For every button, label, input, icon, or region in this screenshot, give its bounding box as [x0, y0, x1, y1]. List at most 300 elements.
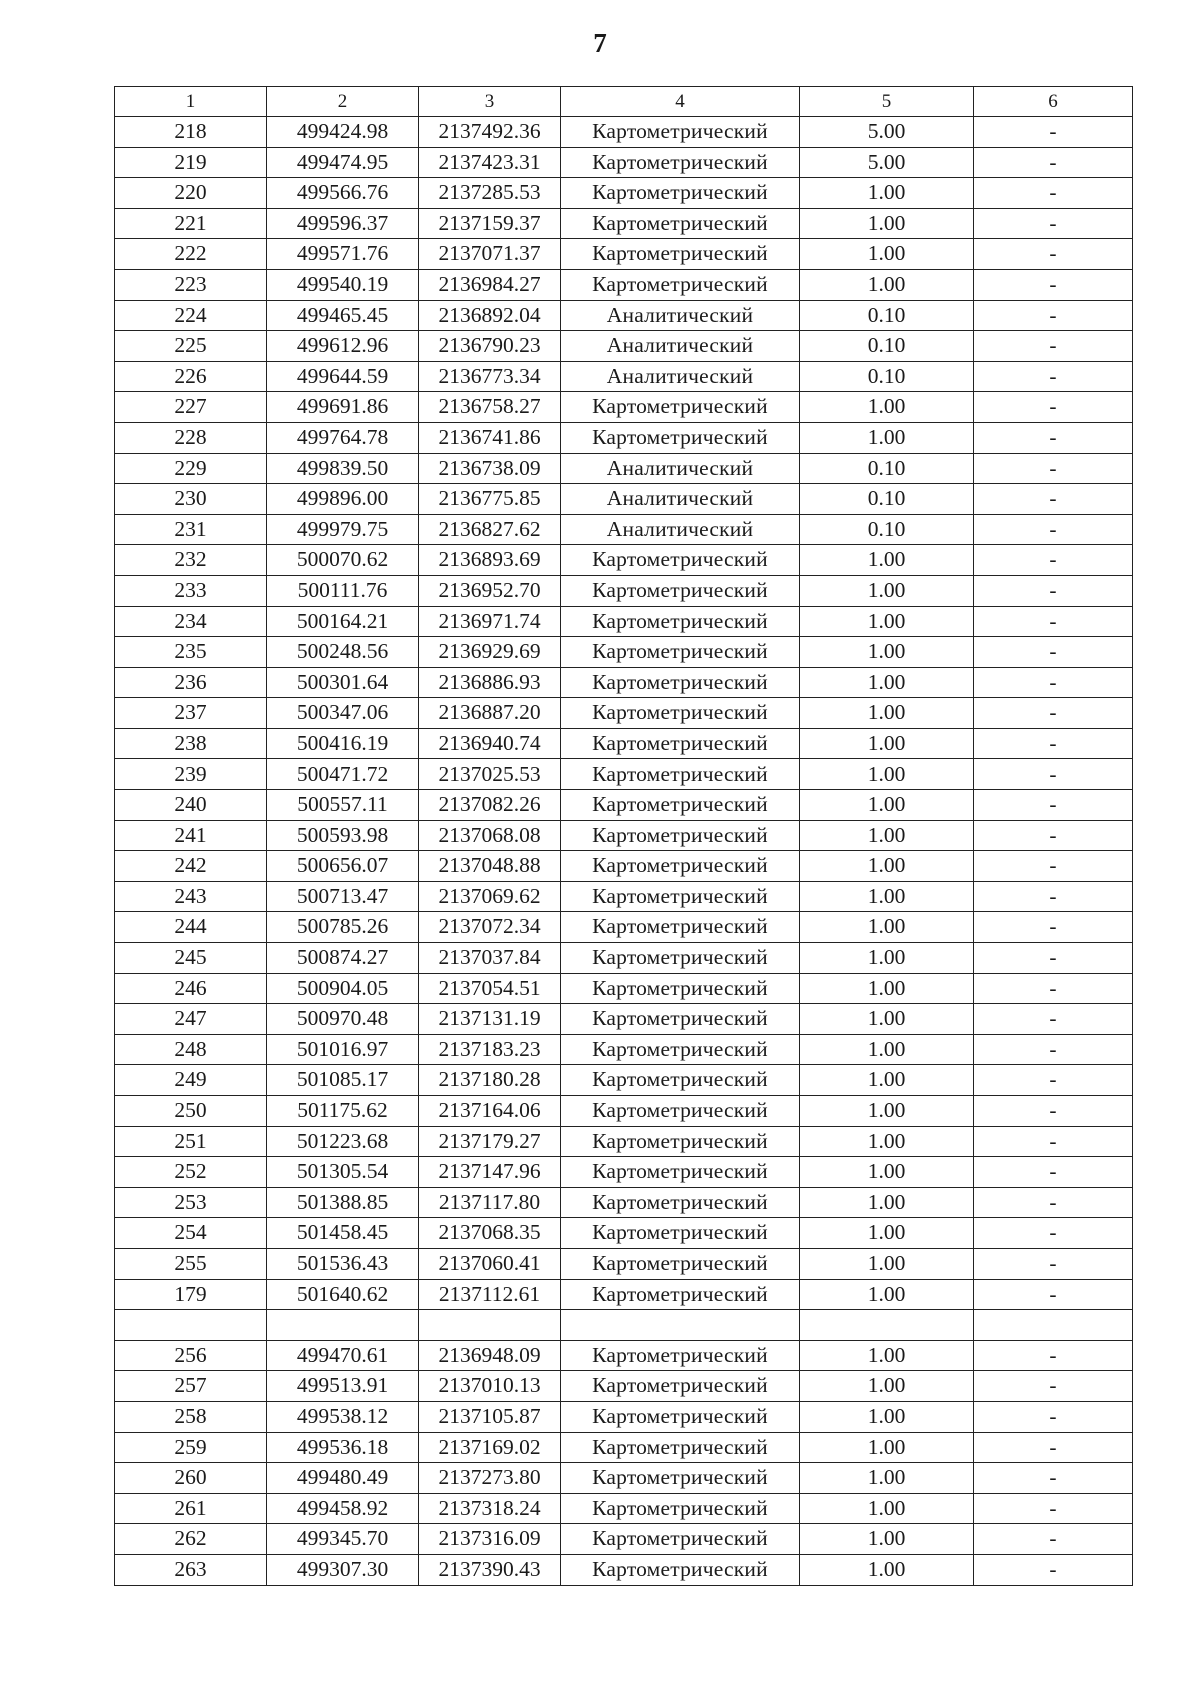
y-coordinate-cell: 2137117.80 [419, 1187, 561, 1218]
point-number-cell: 229 [115, 453, 267, 484]
point-number-cell: 262 [115, 1524, 267, 1555]
y-coordinate-cell: 2136887.20 [419, 698, 561, 729]
method-cell: Картометрический [561, 606, 800, 637]
note-cell: - [974, 484, 1133, 515]
method-cell: Картометрический [561, 422, 800, 453]
note-cell: - [974, 1218, 1133, 1249]
y-coordinate-cell: 2136773.34 [419, 361, 561, 392]
accuracy-cell: 0.10 [800, 484, 974, 515]
method-cell: Картометрический [561, 881, 800, 912]
x-coordinate-cell: 499538.12 [267, 1401, 419, 1432]
note-cell: - [974, 1065, 1133, 1096]
point-number-cell [115, 1310, 267, 1341]
table-row [115, 1493, 1133, 1524]
table-row [115, 514, 1133, 545]
accuracy-cell: 1.00 [800, 1034, 974, 1065]
x-coordinate-cell: 501305.54 [267, 1157, 419, 1188]
method-cell: Картометрический [561, 698, 800, 729]
x-coordinate-cell: 499474.95 [267, 147, 419, 178]
column-header: 3 [419, 87, 561, 117]
table-row [115, 912, 1133, 943]
method-cell: Картометрический [561, 1432, 800, 1463]
table-row [115, 1248, 1133, 1279]
y-coordinate-cell: 2137068.08 [419, 820, 561, 851]
table-row [115, 1157, 1133, 1188]
x-coordinate-cell: 501016.97 [267, 1034, 419, 1065]
method-cell: Картометрический [561, 1401, 800, 1432]
y-coordinate-cell: 2137164.06 [419, 1096, 561, 1127]
table-row [115, 820, 1133, 851]
point-number-cell: 249 [115, 1065, 267, 1096]
x-coordinate-cell: 499536.18 [267, 1432, 419, 1463]
x-coordinate-cell: 500874.27 [267, 943, 419, 974]
x-coordinate-cell [267, 1310, 419, 1341]
method-cell: Картометрический [561, 1004, 800, 1035]
accuracy-cell: 1.00 [800, 1340, 974, 1371]
accuracy-cell: 1.00 [800, 728, 974, 759]
method-cell: Картометрический [561, 759, 800, 790]
note-cell: - [974, 1401, 1133, 1432]
accuracy-cell: 0.10 [800, 361, 974, 392]
note-cell: - [974, 820, 1133, 851]
y-coordinate-cell: 2137069.62 [419, 881, 561, 912]
point-number-cell: 259 [115, 1432, 267, 1463]
note-cell: - [974, 1371, 1133, 1402]
table-row [115, 1279, 1133, 1310]
y-coordinate-cell: 2137025.53 [419, 759, 561, 790]
method-cell: Картометрический [561, 239, 800, 270]
accuracy-cell: 1.00 [800, 943, 974, 974]
point-number-cell: 218 [115, 117, 267, 148]
accuracy-cell: 1.00 [800, 1524, 974, 1555]
note-cell: - [974, 1524, 1133, 1555]
x-coordinate-cell: 500656.07 [267, 851, 419, 882]
y-coordinate-cell: 2136952.70 [419, 575, 561, 606]
table-row [115, 698, 1133, 729]
accuracy-cell: 1.00 [800, 1279, 974, 1310]
y-coordinate-cell: 2137318.24 [419, 1493, 561, 1524]
x-coordinate-cell: 499596.37 [267, 208, 419, 239]
note-cell: - [974, 667, 1133, 698]
x-coordinate-cell: 499480.49 [267, 1463, 419, 1494]
table-body [115, 117, 1133, 1586]
accuracy-cell: 1.00 [800, 973, 974, 1004]
note-cell: - [974, 1126, 1133, 1157]
x-coordinate-cell: 500416.19 [267, 728, 419, 759]
note-cell: - [974, 637, 1133, 668]
accuracy-cell: 1.00 [800, 575, 974, 606]
x-coordinate-cell: 500301.64 [267, 667, 419, 698]
table-row [115, 361, 1133, 392]
note-cell: - [974, 851, 1133, 882]
point-number-cell: 234 [115, 606, 267, 637]
x-coordinate-cell: 499691.86 [267, 392, 419, 423]
table-row [115, 790, 1133, 821]
method-cell: Картометрический [561, 1187, 800, 1218]
x-coordinate-cell: 499612.96 [267, 331, 419, 362]
y-coordinate-cell: 2137082.26 [419, 790, 561, 821]
table-row [115, 422, 1133, 453]
method-cell: Картометрический [561, 1340, 800, 1371]
y-coordinate-cell: 2137010.13 [419, 1371, 561, 1402]
point-number-cell: 261 [115, 1493, 267, 1524]
point-number-cell: 236 [115, 667, 267, 698]
y-coordinate-cell: 2137316.09 [419, 1524, 561, 1555]
table-row [115, 728, 1133, 759]
x-coordinate-cell: 501640.62 [267, 1279, 419, 1310]
x-coordinate-cell: 500785.26 [267, 912, 419, 943]
method-cell: Картометрический [561, 1065, 800, 1096]
x-coordinate-cell: 499896.00 [267, 484, 419, 515]
point-number-cell: 233 [115, 575, 267, 606]
note-cell: - [974, 178, 1133, 209]
method-cell: Картометрический [561, 667, 800, 698]
x-coordinate-cell: 500347.06 [267, 698, 419, 729]
method-cell: Картометрический [561, 178, 800, 209]
table-row [115, 881, 1133, 912]
y-coordinate-cell: 2136948.09 [419, 1340, 561, 1371]
x-coordinate-cell: 500164.21 [267, 606, 419, 637]
table-row [115, 1310, 1133, 1341]
method-cell: Картометрический [561, 728, 800, 759]
note-cell: - [974, 759, 1133, 790]
table-row [115, 331, 1133, 362]
method-cell: Картометрический [561, 1463, 800, 1494]
column-header: 2 [267, 87, 419, 117]
y-coordinate-cell: 2136940.74 [419, 728, 561, 759]
table-row [115, 208, 1133, 239]
y-coordinate-cell: 2136741.86 [419, 422, 561, 453]
table-row [115, 1126, 1133, 1157]
y-coordinate-cell: 2137285.53 [419, 178, 561, 209]
x-coordinate-cell: 499465.45 [267, 300, 419, 331]
x-coordinate-cell: 501458.45 [267, 1218, 419, 1249]
method-cell: Картометрический [561, 943, 800, 974]
point-number-cell: 252 [115, 1157, 267, 1188]
accuracy-cell: 1.00 [800, 667, 974, 698]
y-coordinate-cell: 2137180.28 [419, 1065, 561, 1096]
accuracy-cell: 1.00 [800, 1432, 974, 1463]
note-cell: - [974, 881, 1133, 912]
x-coordinate-cell: 499424.98 [267, 117, 419, 148]
table-row [115, 1218, 1133, 1249]
point-number-cell: 231 [115, 514, 267, 545]
table-row [115, 117, 1133, 148]
table-row [115, 1004, 1133, 1035]
y-coordinate-cell: 2137131.19 [419, 1004, 561, 1035]
note-cell: - [974, 943, 1133, 974]
accuracy-cell: 1.00 [800, 606, 974, 637]
method-cell: Картометрический [561, 1493, 800, 1524]
point-number-cell: 224 [115, 300, 267, 331]
table-row [115, 178, 1133, 209]
table-row [115, 943, 1133, 974]
method-cell: Картометрический [561, 1279, 800, 1310]
note-cell: - [974, 361, 1133, 392]
table-row [115, 1340, 1133, 1371]
y-coordinate-cell: 2137169.02 [419, 1432, 561, 1463]
x-coordinate-cell: 499307.30 [267, 1554, 419, 1585]
accuracy-cell: 1.00 [800, 1248, 974, 1279]
note-cell: - [974, 1279, 1133, 1310]
table-row [115, 392, 1133, 423]
y-coordinate-cell: 2136893.69 [419, 545, 561, 576]
y-coordinate-cell: 2137179.27 [419, 1126, 561, 1157]
method-cell: Картометрический [561, 1248, 800, 1279]
point-number-cell: 257 [115, 1371, 267, 1402]
method-cell: Аналитический [561, 361, 800, 392]
point-number-cell: 237 [115, 698, 267, 729]
accuracy-cell: 1.00 [800, 851, 974, 882]
point-number-cell: 263 [115, 1554, 267, 1585]
accuracy-cell: 0.10 [800, 331, 974, 362]
x-coordinate-cell: 499345.70 [267, 1524, 419, 1555]
method-cell: Картометрический [561, 1157, 800, 1188]
table-row [115, 637, 1133, 668]
y-coordinate-cell: 2136775.85 [419, 484, 561, 515]
y-coordinate-cell: 2136738.09 [419, 453, 561, 484]
x-coordinate-cell: 500070.62 [267, 545, 419, 576]
accuracy-cell: 1.00 [800, 208, 974, 239]
note-cell: - [974, 300, 1133, 331]
y-coordinate-cell: 2137147.96 [419, 1157, 561, 1188]
table-row [115, 851, 1133, 882]
table-row [115, 1463, 1133, 1494]
y-coordinate-cell: 2137071.37 [419, 239, 561, 270]
x-coordinate-cell: 501085.17 [267, 1065, 419, 1096]
accuracy-cell: 1.00 [800, 545, 974, 576]
y-coordinate-cell: 2137054.51 [419, 973, 561, 1004]
point-number-cell: 239 [115, 759, 267, 790]
table-row [115, 269, 1133, 300]
x-coordinate-cell: 499764.78 [267, 422, 419, 453]
note-cell: - [974, 392, 1133, 423]
method-cell [561, 1310, 800, 1341]
note-cell: - [974, 269, 1133, 300]
x-coordinate-cell: 500471.72 [267, 759, 419, 790]
note-cell: - [974, 790, 1133, 821]
point-number-cell: 230 [115, 484, 267, 515]
accuracy-cell: 1.00 [800, 1371, 974, 1402]
note-cell: - [974, 453, 1133, 484]
table-row [115, 575, 1133, 606]
y-coordinate-cell: 2136892.04 [419, 300, 561, 331]
point-number-cell: 219 [115, 147, 267, 178]
x-coordinate-cell: 499571.76 [267, 239, 419, 270]
method-cell: Аналитический [561, 300, 800, 331]
method-cell: Картометрический [561, 973, 800, 1004]
x-coordinate-cell: 500970.48 [267, 1004, 419, 1035]
point-number-cell: 240 [115, 790, 267, 821]
method-cell: Картометрический [561, 147, 800, 178]
point-number-cell: 258 [115, 1401, 267, 1432]
table-row [115, 1401, 1133, 1432]
y-coordinate-cell: 2137492.36 [419, 117, 561, 148]
point-number-cell: 245 [115, 943, 267, 974]
coordinates-table [114, 86, 1133, 1586]
accuracy-cell: 1.00 [800, 1187, 974, 1218]
note-cell: - [974, 606, 1133, 637]
point-number-cell: 246 [115, 973, 267, 1004]
note-cell: - [974, 147, 1133, 178]
table-row [115, 973, 1133, 1004]
y-coordinate-cell: 2136886.93 [419, 667, 561, 698]
point-number-cell: 220 [115, 178, 267, 209]
x-coordinate-cell: 501223.68 [267, 1126, 419, 1157]
x-coordinate-cell: 499644.59 [267, 361, 419, 392]
point-number-cell: 235 [115, 637, 267, 668]
method-cell: Картометрический [561, 545, 800, 576]
table-row [115, 239, 1133, 270]
point-number-cell: 226 [115, 361, 267, 392]
x-coordinate-cell: 501175.62 [267, 1096, 419, 1127]
y-coordinate-cell: 2137112.61 [419, 1279, 561, 1310]
accuracy-cell: 1.00 [800, 1493, 974, 1524]
x-coordinate-cell: 499979.75 [267, 514, 419, 545]
note-cell: - [974, 1248, 1133, 1279]
table-row [115, 1524, 1133, 1555]
point-number-cell: 251 [115, 1126, 267, 1157]
y-coordinate-cell: 2137273.80 [419, 1463, 561, 1494]
table-row [115, 453, 1133, 484]
x-coordinate-cell: 499566.76 [267, 178, 419, 209]
method-cell: Аналитический [561, 453, 800, 484]
method-cell: Картометрический [561, 1371, 800, 1402]
point-number-cell: 241 [115, 820, 267, 851]
accuracy-cell: 1.00 [800, 698, 974, 729]
accuracy-cell: 1.00 [800, 392, 974, 423]
x-coordinate-cell: 500593.98 [267, 820, 419, 851]
x-coordinate-cell: 499513.91 [267, 1371, 419, 1402]
method-cell: Картометрический [561, 575, 800, 606]
method-cell: Картометрический [561, 637, 800, 668]
table-row [115, 667, 1133, 698]
y-coordinate-cell: 2137068.35 [419, 1218, 561, 1249]
x-coordinate-cell: 499458.92 [267, 1493, 419, 1524]
note-cell: - [974, 331, 1133, 362]
y-coordinate-cell: 2137159.37 [419, 208, 561, 239]
note-cell: - [974, 1096, 1133, 1127]
accuracy-cell: 1.00 [800, 1096, 974, 1127]
note-cell: - [974, 239, 1133, 270]
table-row [115, 545, 1133, 576]
note-cell: - [974, 728, 1133, 759]
method-cell: Картометрический [561, 269, 800, 300]
accuracy-cell: 1.00 [800, 790, 974, 821]
point-number-cell: 222 [115, 239, 267, 270]
accuracy-cell: 1.00 [800, 637, 974, 668]
x-coordinate-cell: 500111.76 [267, 575, 419, 606]
table-row [115, 1432, 1133, 1463]
x-coordinate-cell: 500557.11 [267, 790, 419, 821]
note-cell: - [974, 1554, 1133, 1585]
accuracy-cell: 0.10 [800, 514, 974, 545]
accuracy-cell: 1.00 [800, 1218, 974, 1249]
accuracy-cell: 1.00 [800, 239, 974, 270]
method-cell: Картометрический [561, 851, 800, 882]
point-number-cell: 244 [115, 912, 267, 943]
note-cell: - [974, 1340, 1133, 1371]
y-coordinate-cell: 2137072.34 [419, 912, 561, 943]
note-cell: - [974, 973, 1133, 1004]
method-cell: Картометрический [561, 392, 800, 423]
point-number-cell: 247 [115, 1004, 267, 1035]
accuracy-cell [800, 1310, 974, 1341]
point-number-cell: 242 [115, 851, 267, 882]
method-cell: Картометрический [561, 820, 800, 851]
note-cell: - [974, 1463, 1133, 1494]
method-cell: Картометрический [561, 1126, 800, 1157]
table-row [115, 1554, 1133, 1585]
method-cell: Картометрический [561, 1096, 800, 1127]
point-number-cell: 255 [115, 1248, 267, 1279]
y-coordinate-cell: 2137183.23 [419, 1034, 561, 1065]
note-cell: - [974, 698, 1133, 729]
table-row [115, 1096, 1133, 1127]
accuracy-cell: 1.00 [800, 759, 974, 790]
table-header-row [115, 87, 1133, 117]
point-number-cell: 228 [115, 422, 267, 453]
x-coordinate-cell: 499540.19 [267, 269, 419, 300]
accuracy-cell: 1.00 [800, 912, 974, 943]
table-row [115, 484, 1133, 515]
table-row [115, 759, 1133, 790]
note-cell: - [974, 1004, 1133, 1035]
note-cell: - [974, 514, 1133, 545]
x-coordinate-cell: 499839.50 [267, 453, 419, 484]
note-cell: - [974, 545, 1133, 576]
y-coordinate-cell: 2137423.31 [419, 147, 561, 178]
table-row [115, 1034, 1133, 1065]
accuracy-cell: 1.00 [800, 422, 974, 453]
x-coordinate-cell: 500713.47 [267, 881, 419, 912]
point-number-cell: 179 [115, 1279, 267, 1310]
note-cell [974, 1310, 1133, 1341]
accuracy-cell: 5.00 [800, 147, 974, 178]
accuracy-cell: 1.00 [800, 820, 974, 851]
accuracy-cell: 0.10 [800, 453, 974, 484]
method-cell: Аналитический [561, 514, 800, 545]
accuracy-cell: 1.00 [800, 1126, 974, 1157]
accuracy-cell: 1.00 [800, 1065, 974, 1096]
method-cell: Аналитический [561, 484, 800, 515]
x-coordinate-cell: 500248.56 [267, 637, 419, 668]
point-number-cell: 256 [115, 1340, 267, 1371]
accuracy-cell: 5.00 [800, 117, 974, 148]
note-cell: - [974, 1034, 1133, 1065]
note-cell: - [974, 1493, 1133, 1524]
method-cell: Картометрический [561, 208, 800, 239]
y-coordinate-cell: 2136790.23 [419, 331, 561, 362]
point-number-cell: 260 [115, 1463, 267, 1494]
page-number: 7 [593, 28, 607, 58]
note-cell: - [974, 117, 1133, 148]
x-coordinate-cell: 501536.43 [267, 1248, 419, 1279]
method-cell: Аналитический [561, 331, 800, 362]
point-number-cell: 248 [115, 1034, 267, 1065]
note-cell: - [974, 912, 1133, 943]
y-coordinate-cell: 2137060.41 [419, 1248, 561, 1279]
table-row [115, 606, 1133, 637]
table-row [115, 1187, 1133, 1218]
table-row [115, 1065, 1133, 1096]
method-cell: Картометрический [561, 912, 800, 943]
point-number-cell: 238 [115, 728, 267, 759]
point-number-cell: 250 [115, 1096, 267, 1127]
method-cell: Картометрический [561, 1218, 800, 1249]
y-coordinate-cell: 2137037.84 [419, 943, 561, 974]
point-number-cell: 223 [115, 269, 267, 300]
